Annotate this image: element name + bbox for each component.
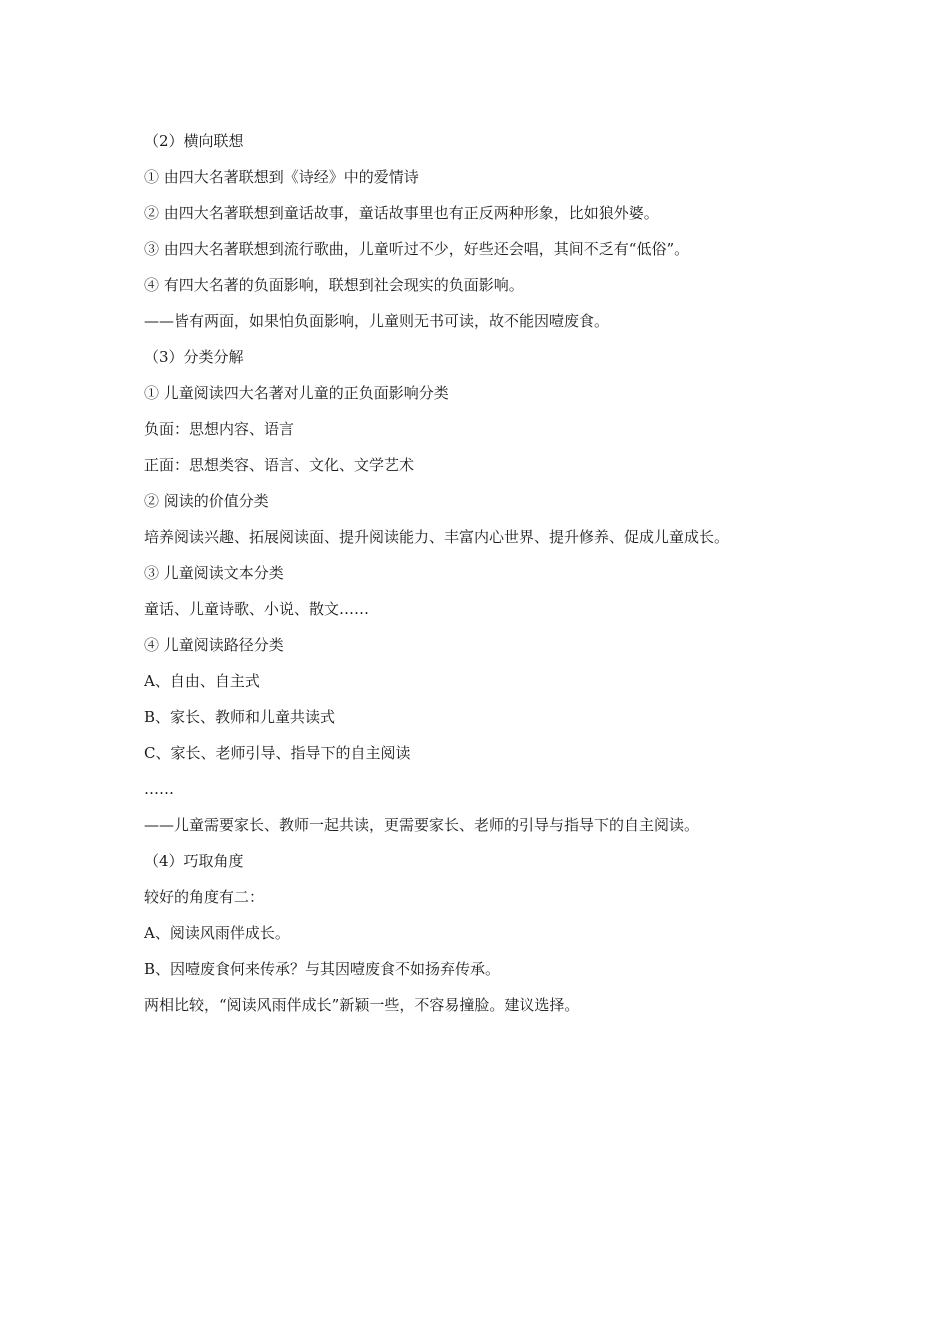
document-body bbox=[144, 123, 824, 1023]
paragraph-line: C、家长、老师引导、指导下的自主阅读 bbox=[144, 744, 411, 762]
paragraph-line: ④ 儿童阅读路径分类 bbox=[144, 636, 284, 654]
paragraph-line: 童话、儿童诗歌、小说、散文…… bbox=[144, 600, 370, 618]
paragraph-line: A、自由、自主式 bbox=[144, 672, 260, 690]
section-heading-horizontal-association: （2）横向联想 bbox=[144, 132, 244, 150]
paragraph-line: ② 由四大名著联想到童话故事，童话故事里也有正反两种形象，比如狼外婆。 bbox=[144, 204, 659, 222]
paragraph-line: ① 由四大名著联想到《诗经》中的爱情诗 bbox=[144, 168, 419, 186]
section-heading-classification: （3）分类分解 bbox=[144, 348, 244, 366]
paragraph-line: 正面：思想类容、语言、文化、文学艺术 bbox=[144, 456, 415, 474]
paragraph-line: ③ 由四大名著联想到流行歌曲，儿童听过不少，好些还会唱，其间不乏有“低俗”。 bbox=[144, 240, 690, 258]
paragraph-line: 两相比较，“阅读风雨伴成长”新颖一些，不容易撞脸。建议选择。 bbox=[144, 996, 580, 1014]
paragraph-line: B、因噎废食何来传承？与其因噎废食不如扬弃传承。 bbox=[144, 960, 501, 978]
paragraph-line: B、家长、教师和儿童共读式 bbox=[144, 708, 336, 726]
conclusion-line: ——皆有两面，如果怕负面影响，儿童则无书可读，故不能因噎废食。 bbox=[144, 312, 610, 330]
paragraph-line: ④ 有四大名著的负面影响，联想到社会现实的负面影响。 bbox=[144, 276, 524, 294]
paragraph-line: ① 儿童阅读四大名著对儿童的正负面影响分类 bbox=[144, 384, 449, 402]
paragraph-line: 负面：思想内容、语言 bbox=[144, 420, 295, 438]
ellipsis-line: …… bbox=[144, 780, 174, 798]
paragraph-line: ② 阅读的价值分类 bbox=[144, 492, 269, 510]
paragraph-line: 培养阅读兴趣、拓展阅读面、提升阅读能力、丰富内心世界、提升修养、促成儿童成长。 bbox=[144, 528, 730, 546]
paragraph-line: 较好的角度有二： bbox=[144, 888, 265, 906]
section-heading-angle: （4）巧取角度 bbox=[144, 852, 244, 870]
paragraph-line: A、阅读风雨伴成长。 bbox=[144, 924, 290, 942]
conclusion-line: ——儿童需要家长、教师一起共读，更需要家长、老师的引导与指导下的自主阅读。 bbox=[144, 816, 700, 834]
paragraph-line: ③ 儿童阅读文本分类 bbox=[144, 564, 284, 582]
